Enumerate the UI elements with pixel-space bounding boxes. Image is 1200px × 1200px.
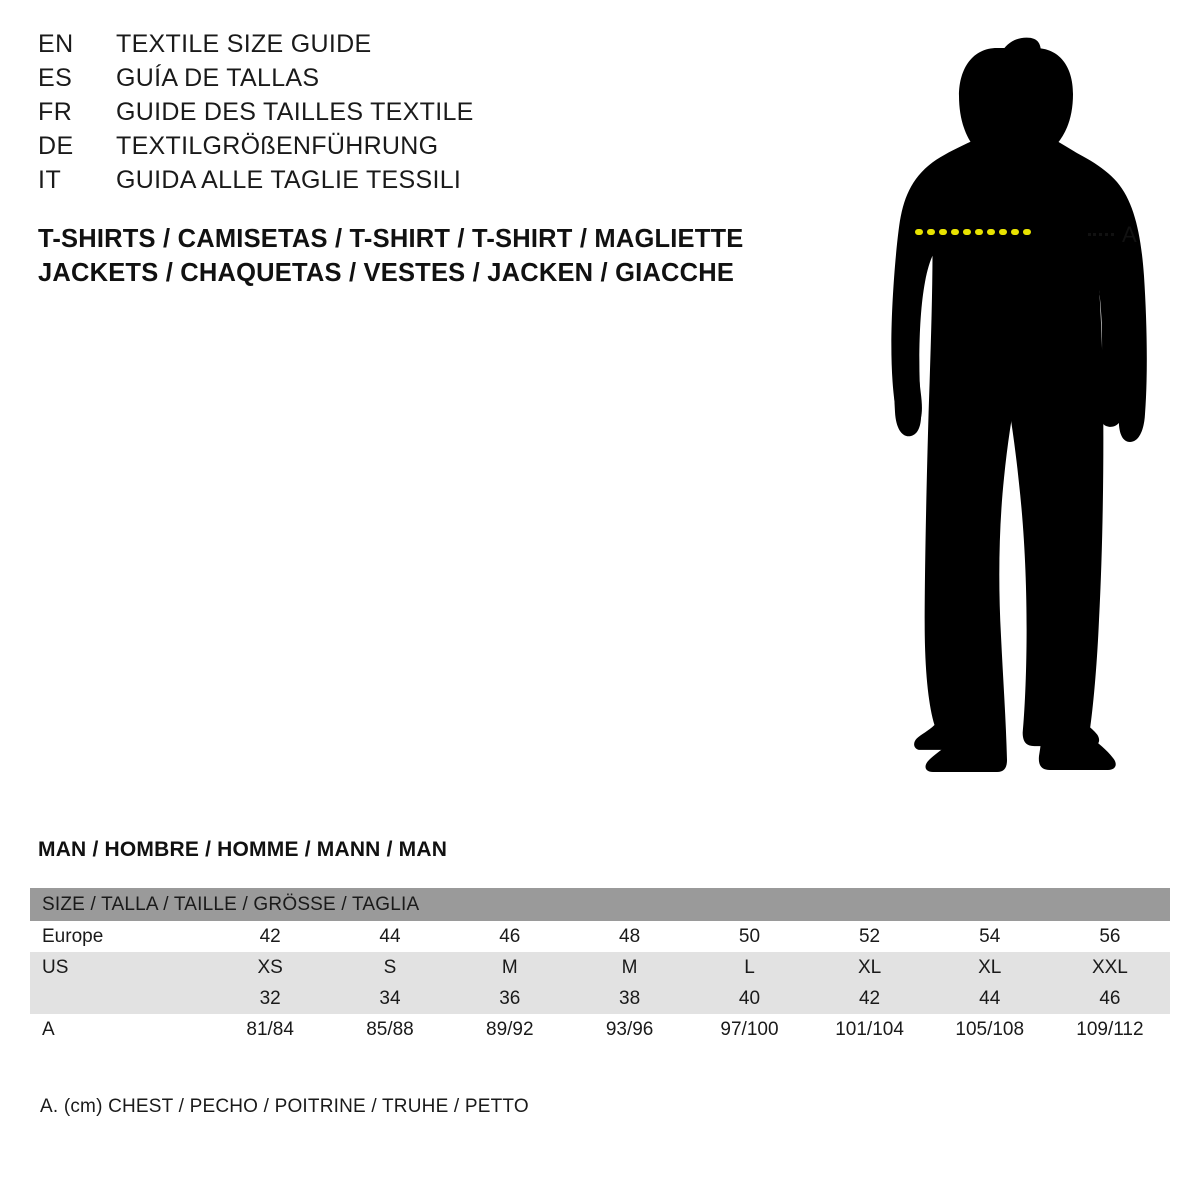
garment-categories [38,222,798,290]
language-row [38,98,738,132]
category-tshirts: T-SHIRTS / CAMISETAS / T-SHIRT / T-SHIRT / MAGLIETTE [38,225,744,253]
section-title-man: MAN / HOMBRE / HOMME / MANN / MAN [38,838,448,861]
table-cell: 54 [979,925,1001,947]
table-cell: 40 [738,987,761,1009]
language-title: GUÍA DE TALLAS [116,64,320,92]
size-table [30,888,1170,1045]
body-figure [820,10,1190,800]
table-cell: L [744,956,755,978]
table-cell: 56 [1099,925,1121,947]
table-header-label: SIZE / TALLA / TAILLE / GRÖSSE / TAGLIA [42,893,420,915]
table-cell: 105/108 [955,1018,1025,1040]
table-cell: XL [857,956,882,978]
table-cell: 48 [619,925,641,947]
table-cell: 44 [379,925,401,947]
table-cell: 81/84 [246,1018,294,1040]
table-cell: M [621,956,638,978]
table-cell: XL [978,956,1002,978]
language-title: TEXTILGRÖßENFÜHRUNG [116,132,439,160]
table-cell: M [501,956,518,978]
table-cell: 42 [259,925,281,947]
chest-measure-label: A [1122,222,1137,247]
table-cell: 46 [499,925,521,947]
language-header-block [38,30,738,200]
table-cell: 46 [1099,987,1121,1009]
table-cell: 109/112 [1076,1018,1144,1040]
language-code: EN [38,30,74,58]
table-cell: 50 [738,925,761,947]
table-cell: 44 [979,987,1001,1009]
language-code: ES [38,64,73,92]
language-row [38,64,738,98]
table-row [30,921,1170,952]
table-cell: 42 [858,987,881,1009]
table-cell: 34 [379,987,401,1009]
row-label: Europe [42,925,104,947]
language-row [38,166,738,200]
table-cell: 38 [619,987,641,1009]
language-title: TEXTILE SIZE GUIDE [116,30,372,58]
table-cell: 32 [259,987,281,1009]
row-label: US [42,956,69,978]
measurement-footnote: A. (cm) CHEST / PECHO / POITRINE / TRUHE / PETTO [40,1096,529,1117]
language-title: GUIDA ALLE TAGLIE TESSILI [116,166,462,194]
language-code: FR [38,98,73,126]
table-row [30,983,1170,1014]
table-cell: 52 [858,925,881,947]
chest-leader-line [1088,233,1114,236]
language-row [38,132,738,166]
table-row [30,1014,1170,1045]
table-cell: S [383,956,397,978]
language-code: IT [38,166,62,194]
table-cell: 97/100 [720,1018,779,1040]
row-label [30,983,210,1014]
row-label: A [42,1018,55,1040]
language-code: DE [38,132,74,160]
table-cell: XXL [1091,956,1128,978]
table-row [30,952,1170,983]
table-cell: 89/92 [486,1018,534,1040]
table-cell: 93/96 [605,1018,654,1040]
table-cell: 101/104 [835,1018,904,1040]
table-cell: 36 [499,987,521,1009]
table-cell: XS [257,956,283,978]
table-cell: 85/88 [366,1018,414,1040]
male-silhouette-icon [891,38,1146,772]
language-row [38,30,738,64]
table-header-row [30,888,1170,921]
language-title: GUIDE DES TAILLES TEXTILE [116,98,474,126]
category-jackets: JACKETS / CHAQUETAS / VESTES / JACKEN / GIACCHE [38,259,735,287]
